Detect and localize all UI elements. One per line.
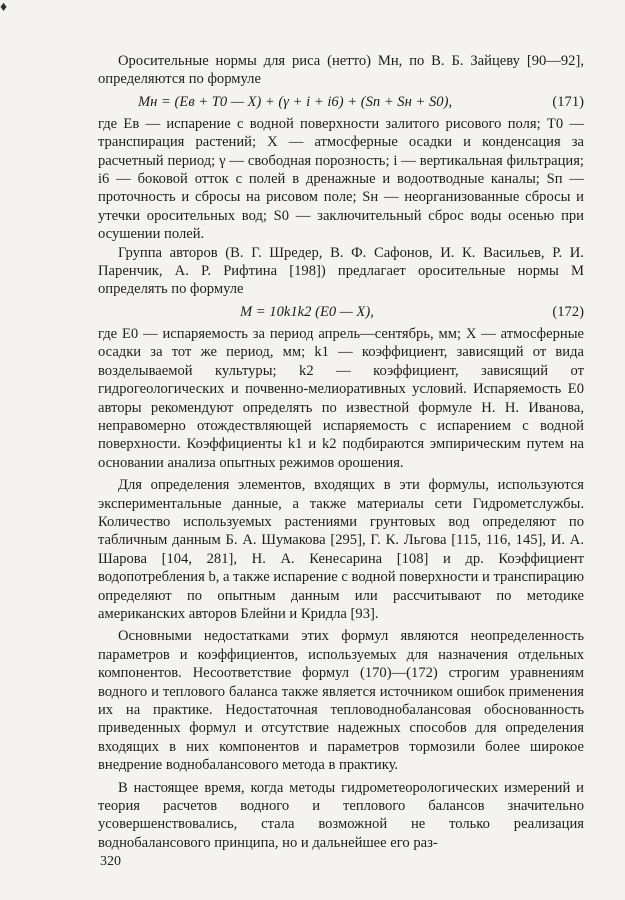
- paragraph-drawbacks: Основными недостатками этих формул являются неопределенность параметров и коэффициентов, используемых для назначения отдельных компонентов. Несоответствие формул (170)—(172) строгим уравнениям водного и теплового баланса также является источником ошибок применения их на практике. Недостаточная тепловоднобалансовая обоснованность приведенных формул и отсутствие надежных способов для определения входящих в них компонентов и параметров тормозили более широкое внедрение воднобалансового метода в практику.: [98, 628, 584, 774]
- formula-171: [98, 91, 584, 113]
- paragraph-present-time: В настоящее время, когда методы гидрометеорологических измерений и теория расчетов водного и теплового балансов значительно усовершенствовались, стала возможной не только реализация воднобалансового принципа, но и дальнейшее его раз-: [98, 779, 584, 851]
- paragraph-elements: Для определения элементов, входящих в эти формулы, используются экспериментальные данные, а также материалы сети Гидрометслужбы. Количество используемых растениями грунтовых вод определяют по табличным данным Б. А. Шумакова [295], Г. К. Льгова [115, 116, 145], И. А. Шарова [104, 281], Н. А. Кенесарина [108] и др. Коэффициент водопотребления b, а также испарение с водной поверхности и транспирацию определяют по опытным данным или рассчитывают по методике американских авторов Блейни и Кридла [93].: [98, 477, 584, 622]
- paragraph-definitions-172: где E0 — испаряемость за период апрель—сентябрь, мм; X — атмосферные осадки за тот же период, мм; k1 — коэффициент, зависящий от вида возделываемой культуры; k2 — коэффициент, зависящий от гидрогеологических и почвенно-мелиоративных условий. Испаряемость E0 авторы рекомендуют определять по известной формуле Н. Н. Иванова, неправомерно отождествляющей испаряемость с испарением с водной поверхности. Коэффициенты k1 и k2 подбираются эмпирическим путем на основании анализа опытных режимов орошения.: [98, 325, 584, 471]
- paragraph-intro: Оросительные нормы для риса (нетто) Mн, по В. Б. Зайцеву [90—92], определяются по формуле: [98, 53, 584, 88]
- paragraph-authors-group: Группа авторов (В. Г. Шредер, В. Ф. Сафонов, И. К. Васильев, Р. И. Паренчик, А. Р. Рифтина [198]) предлагает оросительные нормы M определять по формуле: [98, 244, 584, 298]
- corner-mark: ♦: [0, 0, 8, 15]
- formula-172: [98, 301, 584, 323]
- formula-172-text: M = 10k1k2 (E0 — X),: [240, 303, 374, 320]
- paragraph-definitions-171: где Eв — испарение с водной поверхности залитого рисового поля; T0 — транспирация растений; X — атмосферные осадки и конденсация за расчетный период; γ — свободная порозность; i — вертикальная фильтрация; i6 — боковой отток с полей в дренажные и водоотводные каналы; Sп — проточность и сбросы на рисовом поле; Sн — неорганизованные сбросы и утечки оросительных вод; S0 — заключительный сброс воды осенью при осушении полей.: [98, 115, 584, 243]
- page-number: 320: [100, 854, 121, 869]
- formula-171-number: (171): [552, 93, 584, 110]
- page-body: [98, 52, 584, 852]
- formula-171-text: Mн = (Eв + T0 — X) + (γ + i + i6) + (Sп + Sн + S0),: [138, 93, 453, 110]
- formula-172-number: (172): [552, 303, 584, 320]
